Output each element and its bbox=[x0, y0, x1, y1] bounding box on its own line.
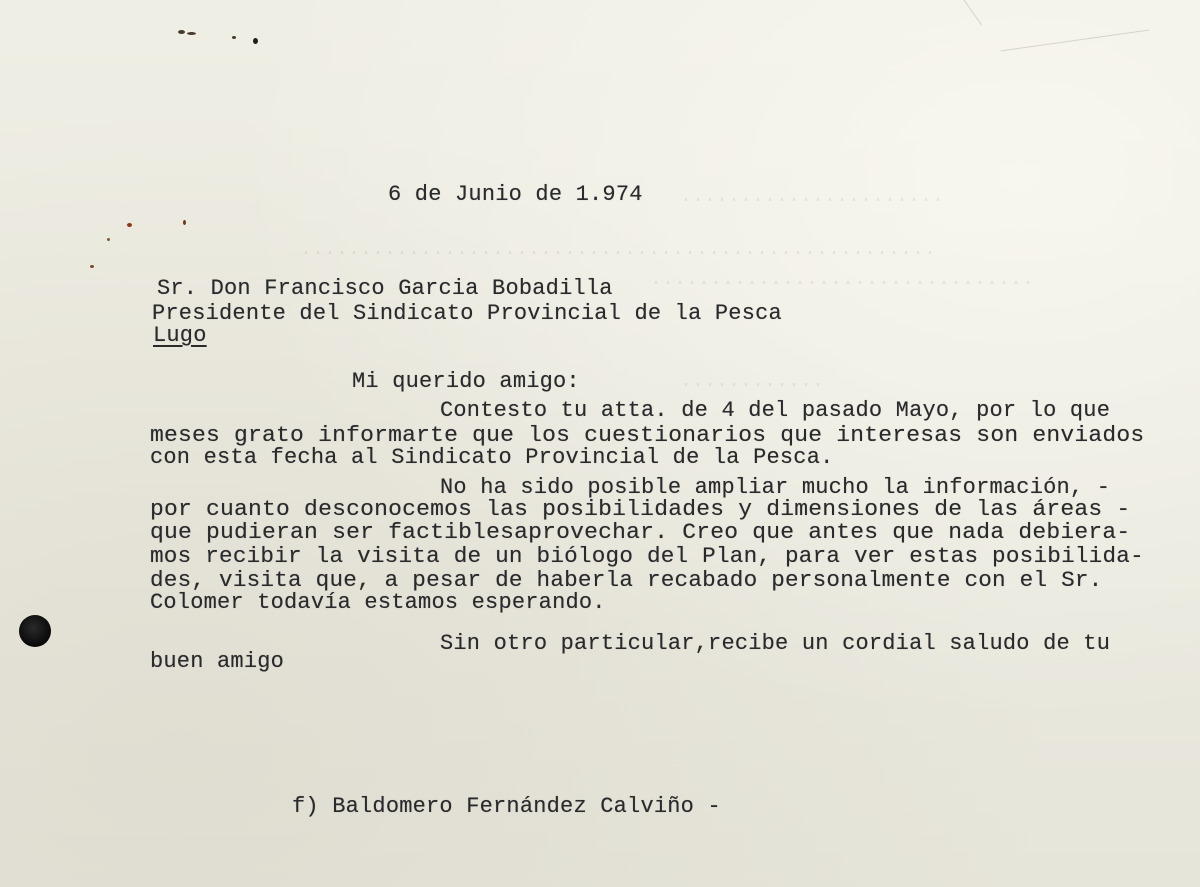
letter-date: 6 de Junio de 1.974 bbox=[388, 182, 643, 207]
paper-speck bbox=[187, 32, 196, 35]
body-line: con esta fecha al Sindicato Provincial de la Pesca. bbox=[150, 445, 834, 470]
paper-speck bbox=[90, 265, 94, 268]
body-line: mos recibir la visita de un biólogo del Plan, para ver estas posibilida- bbox=[150, 544, 1144, 569]
salutation: Mi querido amigo: bbox=[352, 369, 580, 394]
punch-hole bbox=[19, 615, 51, 647]
body-line: des, visita que, a pesar de haberla recabado personalmente con el Sr. bbox=[150, 568, 1103, 593]
signature-line: f) Baldomero Fernández Calviño - bbox=[292, 794, 721, 819]
bleed-through-text: ..................................................... bbox=[300, 238, 937, 261]
paper-crease bbox=[1001, 30, 1150, 52]
body-line: que pudieran ser factiblesaprovechar. Creo que antes que nada debiera- bbox=[150, 520, 1131, 545]
bleed-through-text: ................................ bbox=[650, 268, 1035, 291]
recipient-title: Presidente del Sindicato Provincial de la Pesca bbox=[152, 301, 782, 326]
recipient-city: Lugo bbox=[153, 323, 207, 348]
body-line: Colomer todavía estamos esperando. bbox=[150, 590, 606, 615]
paper-speck bbox=[253, 38, 258, 44]
closing-line: buen amigo bbox=[150, 649, 285, 674]
paper-crease bbox=[958, 0, 982, 25]
paper-speck bbox=[183, 220, 186, 225]
body-line: Contesto tu atta. de 4 del pasado Mayo, por lo que bbox=[440, 398, 1111, 423]
body-line: por cuanto desconocemos las posibilidades y dimensiones de las áreas - bbox=[150, 497, 1131, 522]
body-line: meses grato informarte que los cuestionarios que interesas son enviados bbox=[150, 423, 1145, 448]
paper-speck bbox=[127, 223, 132, 227]
bleed-through-text: ............ bbox=[680, 370, 825, 393]
paper-speck bbox=[178, 30, 185, 34]
recipient-name: Sr. Don Francisco Garcia Bobadilla bbox=[157, 276, 613, 301]
body-line: No ha sido posible ampliar mucho la información, - bbox=[440, 475, 1111, 500]
paper-speck bbox=[107, 238, 110, 241]
bleed-through-text: ...................... bbox=[680, 185, 945, 208]
closing-line: Sin otro particular,recibe un cordial saludo de tu bbox=[440, 631, 1111, 656]
paper-speck bbox=[232, 36, 236, 39]
